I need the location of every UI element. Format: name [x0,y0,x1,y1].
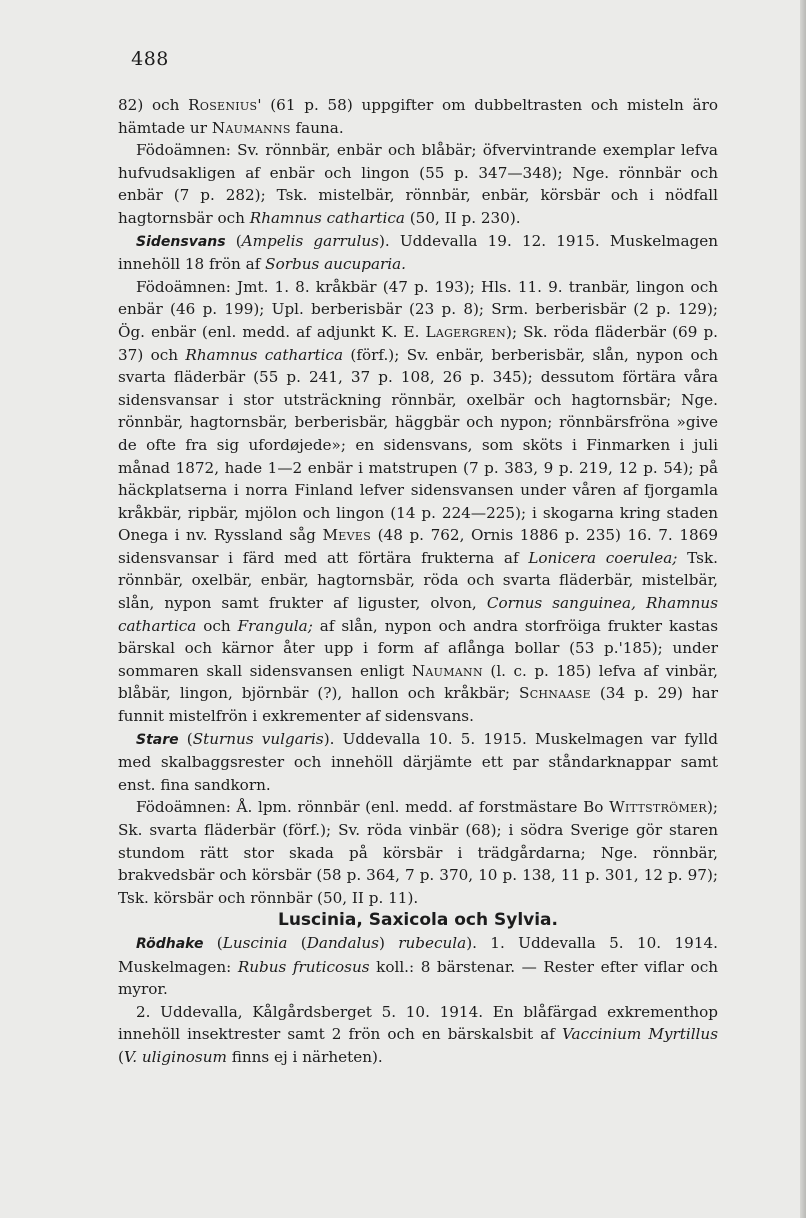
paragraph-thrush-sources: 82) och Rosenius' (61 p. 58) uppgifter om dubbeltrasten och misteln äro hämtade ur Naumanns fauna. [118,96,718,137]
paragraph-waxwing-food: Födoämnen: Jmt. 1. 8. kråkbär (47 p. 193); Hls. 11. 9. tranbär, lingon och enbär (46 p. 199); Upl. berberisbär (23 p. 8); Srm. berberisbär (2 p. 129); Ög. enbär (enl. medd. af adjunkt K. E. Lagergren); Sk. röda fläderbär (69 p. 37) och Rhamnus cathartica (förf.); Sv. enbär, berberisbär, slån, nypon och svarta fläderbär (55 p. 241, 37 p. 108, 26 p. 345); dessutom förtära våra sidensvansar i stor utsträckning rönnbär, oxelbär och hagtornsbär; Nge. rönnbär, hagtornsbär, berberisbär, häggbär och nypon; rönnbärsfröna »give de ofte fra sig ufordøjede»; en sidensvans, som sköts i Finmarken i juli månad 1872, hade 1—2 enbär i matstrupen (7 p. 383, 9 p. 219, 12 p. 54); på häckplatserna i norra Finland lefver sidensvansen under våren af fjorgamla kråkbär, ripbär, mjölon och lingon (14 p. 224—225); i skogarna kring staden Onega i nv. Ryssland såg Meves (48 p. 762, Ornis 1886 p. 235) 16. 7. 1869 sidensvansar i färd med att förtära frukterna af Lonicera coerulea; Tsk. rönnbär, oxelbär, enbär, hagtornsbär, röda och svarta fläderbär, mistelbär, slån, nypon samt frukter af liguster, olvon, Cornus sanguinea, Rhamnus cathartica och Frangula; af slån, nypon och andra storfröiga frukter kastas bärskal och kärnor åter upp i form af aflånga bollar (53 p.'185); under sommaren skall sidensvansen enligt Naumann (l. c. p. 185) lefva af vinbär, blåbär, lingon, björnbär (?), hallon och kråkbär; Schnaase (34 p. 29) har funnit mistelfrön i exkrementer af sidensvans. [118,277,718,726]
paragraph-robin-entry: Rödhake (Luscinia (Dandalus) rubecula). 1. Uddevalla 5. 10. 1914. Muskelmagen: Rubus fruticosus koll.: 8 bärstenar. — Rester efter viflar och myror. [118,933,718,999]
page-edge-shadow [800,0,806,1218]
paragraph-starling-entry: Stare (Sturnus vulgaris). Uddevalla 10. 5. 1915. Muskelmagen var fylld med skalbaggsrester och innehöll därjämte ett par ståndarknappar samt enst. fina sandkorn. [118,729,718,794]
species-heading-starling: Stare [136,731,179,748]
section-heading: Luscinia, Saxicola och Sylvia. [278,910,558,931]
paragraph-starling-food: Födoämnen: Å. lpm. rönnbär (enl. medd. af forstmästare Bo Wittströmer); Sk. svarta fläderbär (förf.); Sv. röda vinbär (68); i södra Sverige gör staren stundom rätt stor skada på körsbär i trädgårdarna; Nge. rönnbär, brakvedsbär och körsbär (58 p. 364, 7 p. 370, 10 p. 138, 11 p. 301, 12 p. 97); Tsk. körsbär och rönnbär (50, II p. 11). [118,798,718,907]
species-heading-waxwing: Sidensvans [136,233,226,250]
paragraph-thrush-food: Födoämnen: Sv. rönnbär, enbär och blåbär; öfvervintrande exemplar lefva hufvudsakligen af enbär och lingon (55 p. 347—348); Nge. rönnbär och enbär (7 p. 282); Tsk. mistelbär, rönnbär, enbär, körsbär och i nödfall hagtornsbär och Rhamnus cathartica (50, II p. 230). [118,141,718,227]
paragraph-waxwing-entry: Sidensvans (Ampelis garrulus). Uddevalla 19. 12. 1915. Muskelmagen innehöll 18 frön af Sorbus aucuparia. [118,231,719,274]
paragraph-robin-second: 2. Uddevalla, Kålgårdsberget 5. 10. 1914. En blåfärgad exkrementhop innehöll insektrester samt 2 frön och en bärskalsbit af Vaccinium Myrtillus (V. uliginosum finns ej i närheten). [118,1002,718,1066]
page-number: 488 [131,48,169,70]
page-body [118,94,718,1069]
species-heading-robin: Rödhake [136,935,204,952]
